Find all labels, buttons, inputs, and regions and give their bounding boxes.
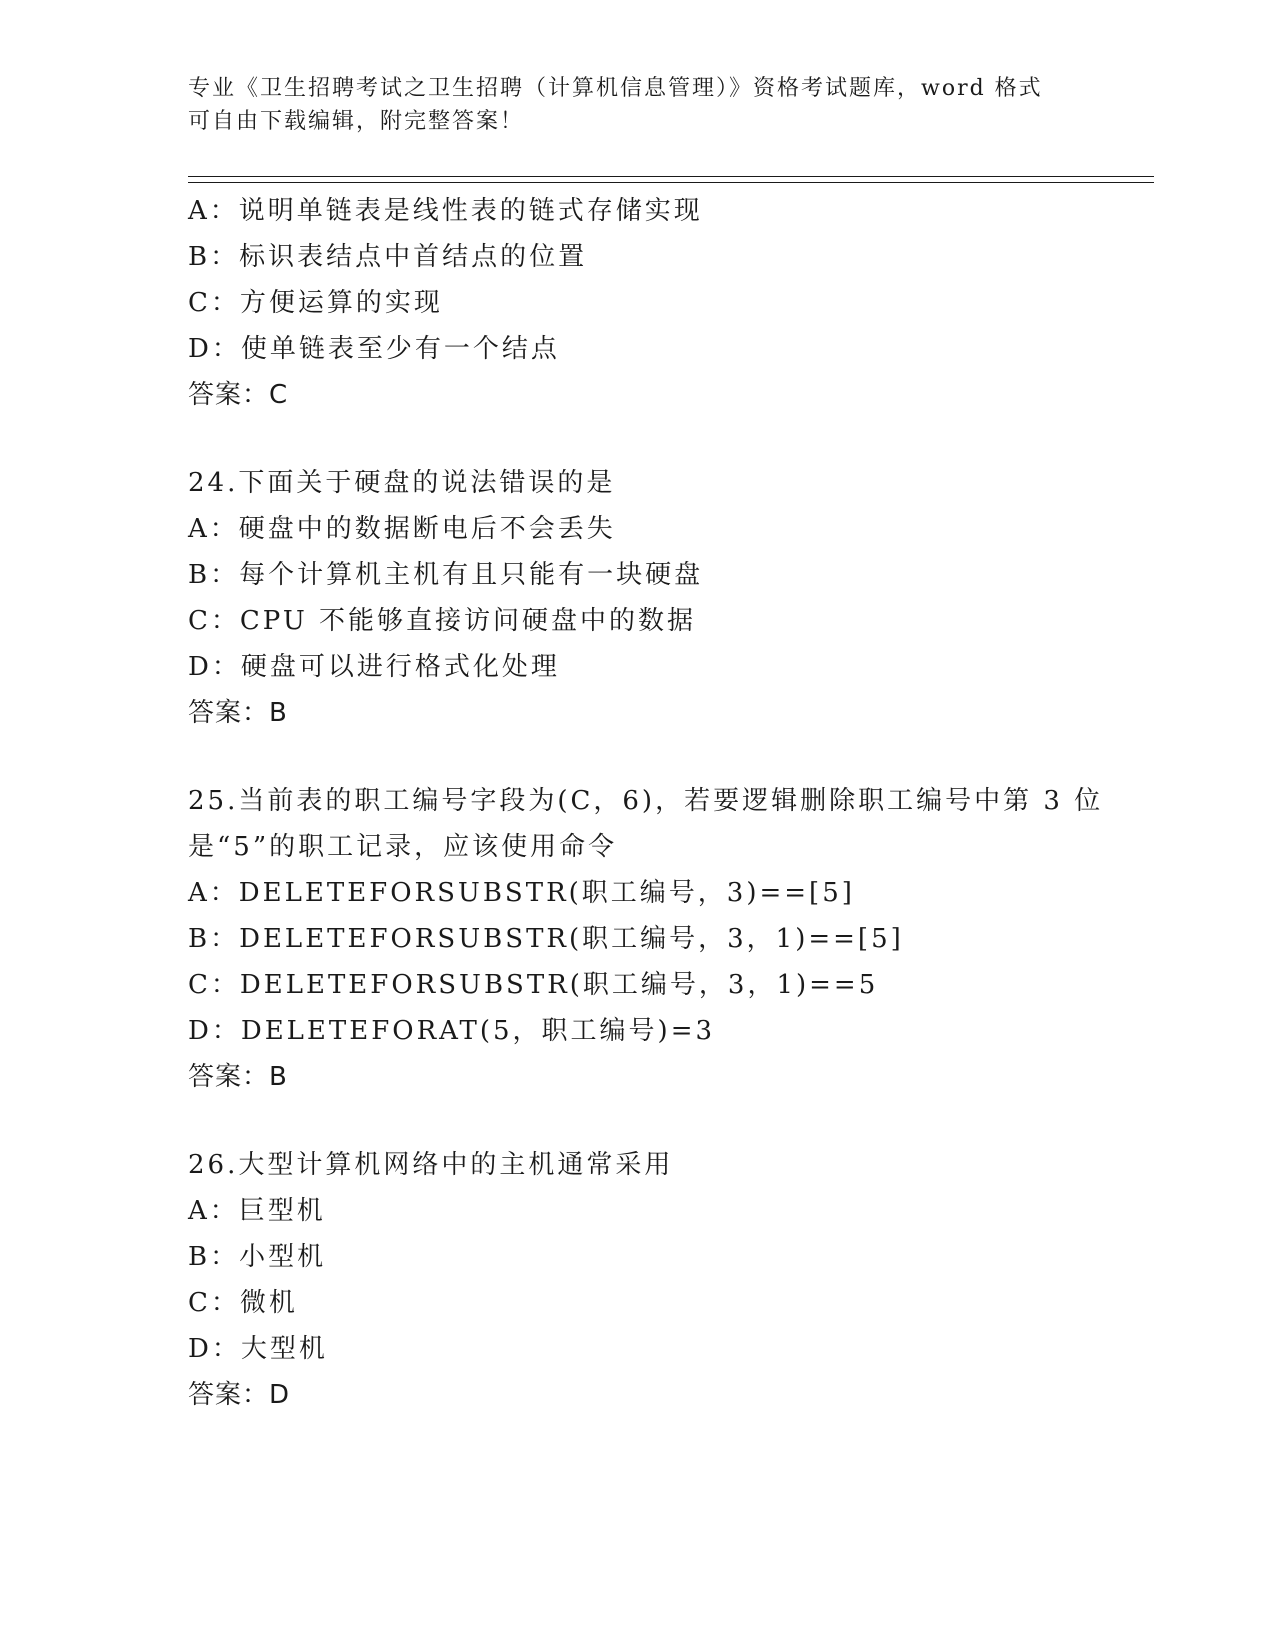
answer: 答案：C bbox=[188, 380, 289, 410]
question-25 bbox=[188, 778, 1104, 1100]
option-b: B：小型机 bbox=[188, 1242, 327, 1272]
question-24 bbox=[188, 460, 1088, 736]
header-rule-top bbox=[188, 176, 1154, 177]
option-b: B：DELETEFORSUBSTR(职工编号，3，1)==[5] bbox=[188, 924, 904, 954]
header-line-2: 可自由下载编辑，附完整答案！ bbox=[188, 109, 525, 134]
question-text-line-1: 25.当前表的职工编号字段为(C，6)，若要逻辑删除职工编号中第 3 位 bbox=[188, 786, 1104, 816]
option-c: C：方便运算的实现 bbox=[188, 288, 443, 318]
question-23 bbox=[188, 188, 1088, 418]
answer: 答案：B bbox=[188, 1062, 288, 1092]
option-b: B：每个计算机主机有且只能有一块硬盘 bbox=[188, 560, 704, 590]
option-d: D：硬盘可以进行格式化处理 bbox=[188, 652, 560, 682]
option-c: C：CPU 不能够直接访问硬盘中的数据 bbox=[188, 606, 697, 636]
option-d: D：大型机 bbox=[188, 1334, 328, 1364]
document-header bbox=[188, 72, 1068, 138]
option-a: A：说明单链表是线性表的链式存储实现 bbox=[188, 196, 703, 226]
header-rule-bottom bbox=[188, 182, 1154, 183]
option-c: C：DELETEFORSUBSTR(职工编号，3，1)==5 bbox=[188, 970, 879, 1000]
question-text: 26.大型计算机网络中的主机通常采用 bbox=[188, 1150, 674, 1180]
option-d: D：DELETEFORAT(5，职工编号)=3 bbox=[188, 1016, 716, 1046]
option-a: A：巨型机 bbox=[188, 1196, 326, 1226]
option-d: D：使单链表至少有一个结点 bbox=[188, 334, 560, 364]
answer: 答案：B bbox=[188, 698, 288, 728]
question-text: 24.下面关于硬盘的说法错误的是 bbox=[188, 468, 616, 498]
question-26 bbox=[188, 1142, 1088, 1418]
option-b: B：标识表结点中首结点的位置 bbox=[188, 242, 588, 272]
answer: 答案：D bbox=[188, 1380, 291, 1410]
option-c: C：微机 bbox=[188, 1288, 298, 1318]
question-text-line-2: 是“5”的职工记录，应该使用命令 bbox=[188, 832, 618, 862]
question-list bbox=[188, 188, 1104, 1418]
option-a: A：DELETEFORSUBSTR(职工编号，3)==[5] bbox=[188, 878, 855, 908]
option-a: A：硬盘中的数据断电后不会丢失 bbox=[188, 514, 616, 544]
header-line-1: 专业《卫生招聘考试之卫生招聘（计算机信息管理）》资格考试题库，word 格式 bbox=[188, 76, 1043, 101]
